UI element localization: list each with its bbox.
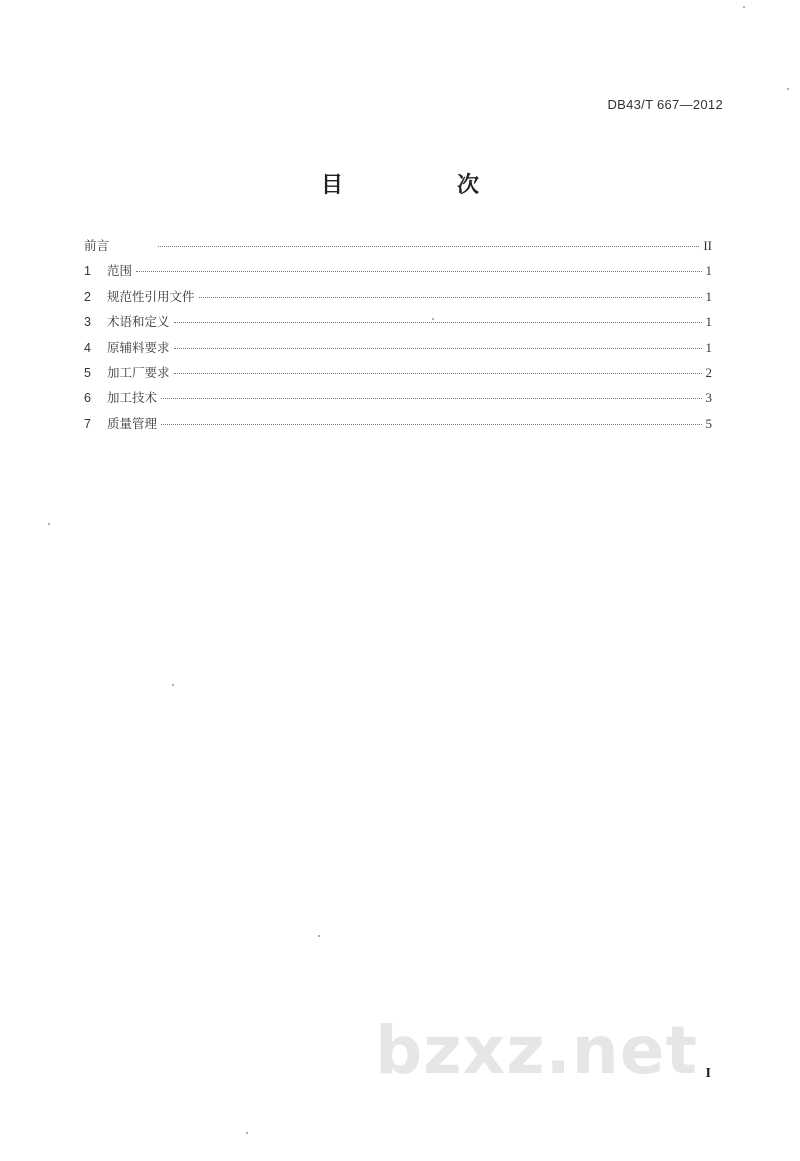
toc-leader-dots [161, 424, 701, 425]
toc-entry-number: 3 [84, 315, 91, 330]
toc-entry-label: 质量管理 [107, 415, 158, 431]
toc-leader-dots [136, 271, 701, 272]
toc-entry-number: 1 [84, 264, 91, 279]
toc-leader-dots [158, 246, 699, 247]
toc-entry-label: 范围 [107, 263, 133, 279]
toc-entry-6[interactable] [84, 388, 712, 413]
toc-entry-number: 6 [84, 391, 91, 406]
toc-leader-dots [161, 398, 701, 399]
toc-entry-page: 1 [705, 339, 712, 355]
toc-entry-label: 前言 [84, 238, 110, 253]
table-of-contents [84, 236, 712, 439]
toc-entry-number: 7 [84, 416, 91, 431]
toc-entry-page: 3 [705, 390, 712, 406]
toc-entry-label: 原辅料要求 [107, 339, 170, 355]
toc-leader-dots [199, 297, 702, 298]
toc-entry-5[interactable] [84, 363, 712, 388]
toc-leader-dots [174, 373, 702, 374]
toc-entry-page: 1 [705, 314, 712, 330]
scan-speck [787, 88, 789, 90]
page-title: 目 次 [320, 173, 525, 198]
document-code: DB43/T 667—2012 [607, 97, 723, 112]
toc-entry-page: 1 [705, 288, 712, 304]
scan-speck [48, 523, 50, 525]
scan-speck [743, 6, 745, 8]
page-number: I [705, 1066, 711, 1081]
scan-speck [172, 684, 174, 686]
toc-entry-3[interactable] [84, 312, 712, 337]
scan-speck [318, 935, 320, 937]
toc-leader-dots [174, 322, 702, 323]
toc-leader-dots [174, 348, 702, 349]
scan-speck [432, 318, 434, 320]
toc-entry-4[interactable] [84, 338, 712, 363]
toc-entry-7[interactable] [84, 414, 712, 439]
toc-entry-label: 加工技术 [107, 390, 158, 406]
toc-entry-label: 术语和定义 [107, 314, 170, 330]
toc-entry-label: 加工厂要求 [107, 364, 170, 380]
scan-speck [246, 1132, 248, 1134]
toc-entry-1[interactable] [84, 261, 712, 286]
toc-entry-preface[interactable] [84, 236, 712, 261]
toc-entry-label: 规范性引用文件 [107, 288, 195, 304]
toc-entry-number: 5 [84, 365, 91, 380]
toc-entry-2[interactable] [84, 287, 712, 312]
toc-entry-number: 2 [84, 289, 91, 304]
toc-entry-page: 1 [705, 263, 712, 279]
toc-entry-page: 5 [705, 415, 712, 431]
toc-entry-page: II [703, 238, 712, 253]
toc-entry-page: 2 [705, 364, 712, 380]
toc-entry-number: 4 [84, 340, 91, 355]
watermark-text: bzxz.net [375, 1012, 699, 1089]
